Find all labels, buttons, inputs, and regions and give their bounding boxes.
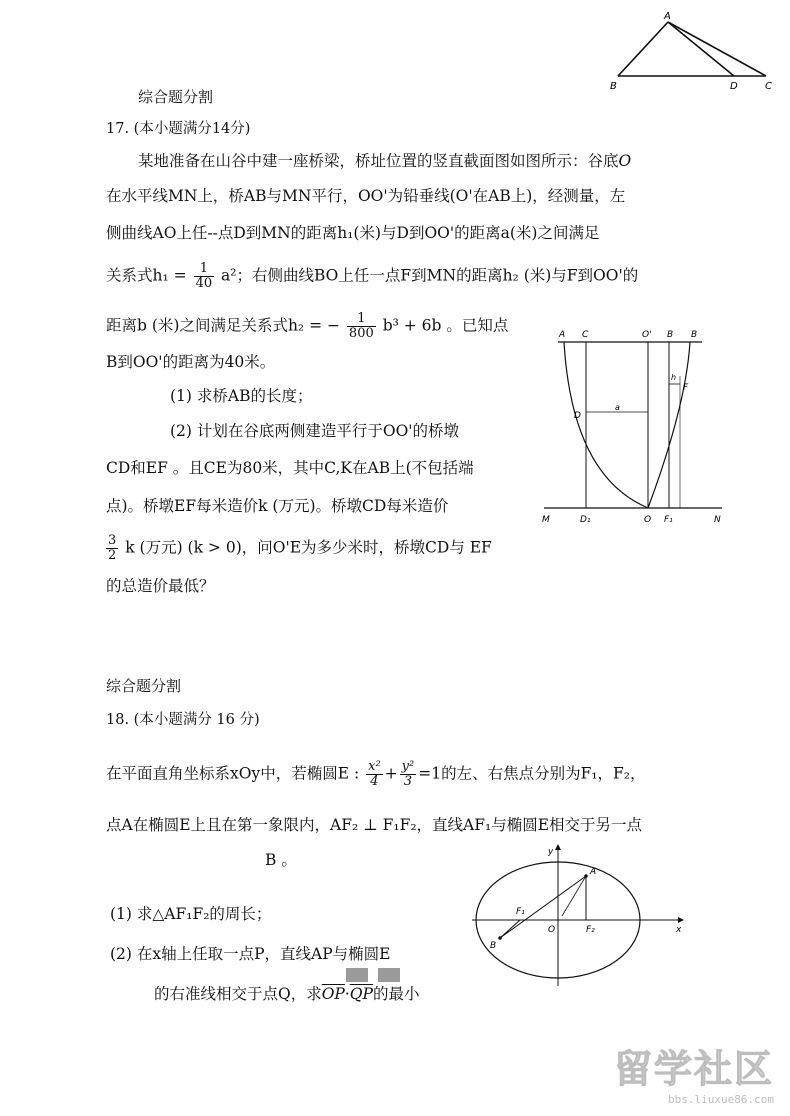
q17-line-12: 的总造价最低？	[106, 577, 215, 595]
q17-line-2: 在水平线MN上，桥AB与MN平行，OO'为铅垂线(O'在AB上)，经测量，左	[106, 187, 626, 205]
fraction	[194, 262, 215, 291]
numerator: 1	[347, 312, 376, 327]
label-f: F	[683, 383, 689, 393]
label-m: M	[542, 515, 550, 525]
q17-line-5	[106, 312, 508, 341]
q18-text: =1的左、右焦点分别为F₁，F₂，	[418, 764, 646, 783]
q18-line-2: 点A在椭圆E上且在第一象限内，AF₂ ⊥ F₁F₂，直线AF₁与椭圆E相交于另一点	[106, 816, 643, 834]
bridge-figure	[536, 326, 736, 532]
q18-text: 的最小	[372, 985, 420, 1003]
label-d: D	[730, 81, 738, 92]
label-n: N	[714, 515, 721, 525]
dot-operator: ·	[344, 985, 350, 1003]
label-c: C	[765, 81, 772, 92]
label-f1: F₁	[516, 907, 525, 917]
q18-line-1	[106, 760, 646, 789]
label-b-top: B	[667, 330, 674, 340]
watermark	[614, 1038, 774, 1106]
q18-header: 18. (本小题满分 16 分)	[106, 712, 260, 728]
q18-text: 在平面直角坐标系xOy中，若椭圆E :	[106, 764, 360, 783]
fraction	[366, 760, 383, 789]
ellipse-figure	[470, 842, 692, 988]
q17-line-3: 侧曲线AO上任--点D到MN的距离h₁(米)与D到OO'的距离a(米)之间满足	[106, 224, 600, 242]
q18-part-2: (2) 在x轴上任取一点P，直线AP与椭圆E	[110, 945, 391, 963]
label-a-top: A	[559, 330, 566, 340]
q17-text: 关系式h₁ =	[106, 266, 187, 285]
q17-line-6: B到OO'的距离为40米。	[106, 353, 276, 371]
label-x: x	[676, 925, 682, 935]
q17-line-10: 点)。桥墩EF每米造价k (万元)。桥墩CD每米造价	[106, 497, 449, 515]
numerator: y²	[401, 759, 415, 774]
redaction-mark	[378, 968, 400, 982]
section-divider-label: 综合题分割	[106, 677, 182, 695]
fraction	[400, 760, 417, 789]
denominator: 2	[108, 548, 117, 563]
label-h: h	[671, 373, 677, 382]
numerator: x²	[368, 759, 381, 774]
triangle-figure	[600, 10, 790, 100]
denominator: 3	[403, 774, 413, 789]
label-d1: D₁	[580, 515, 591, 525]
fraction	[106, 534, 118, 563]
label-d: D	[574, 411, 581, 421]
label-c-top: C	[582, 330, 589, 340]
label-o: O	[548, 925, 556, 935]
q18-line-3: B 。	[265, 851, 297, 869]
q18-part-1: (1) 求△AF₁F₂的周长；	[110, 905, 272, 923]
q17-text: b³ + 6b 。已知点	[382, 316, 509, 335]
watermark-logo-text: 留学社区	[613, 1047, 774, 1091]
q18-text: 的右准线相交于点Q，求	[154, 985, 322, 1003]
q17-line-4	[106, 262, 638, 291]
q17-text: 距离b (米)之间满足关系式h₂ = −	[106, 316, 340, 335]
label-f2: F₂	[586, 925, 595, 935]
label-b: B	[490, 941, 497, 951]
denominator: 4	[370, 774, 379, 789]
q17-text: a²；右侧曲线BO上任一点F到MN的距离h₂ (米)与F到OO'的	[221, 266, 639, 285]
label-y: y	[548, 847, 554, 857]
q17-part-1: (1) 求桥AB的长度；	[170, 387, 313, 405]
q17-var-o: O	[618, 152, 632, 170]
label-f1: F₁	[664, 515, 673, 525]
label-o-prime: O'	[642, 330, 652, 340]
redaction-mark	[346, 968, 368, 982]
watermark-url: bbs.liuxue86.com	[668, 1093, 774, 1106]
label-a-mid: a	[615, 403, 620, 412]
q17-line-9: CD和EF 。且CE为80米，其中C,K在AB上(不包括端	[106, 459, 474, 477]
vector-qp: $\overline{QP}$	[349, 985, 373, 1003]
numerator: 3	[108, 533, 117, 548]
q17-text: 某地准备在山谷中建一座桥梁，桥址位置的竖直截面图如图所示：谷底	[138, 152, 619, 170]
denominator: 40	[195, 276, 213, 291]
q17-header: 17. (本小题满分14分)	[106, 121, 251, 137]
label-o: O	[644, 515, 652, 525]
q17-part-2: (2) 计划在谷底两侧建造平行于OO'的桥墩	[170, 422, 460, 440]
denominator: 800	[348, 326, 374, 341]
label-a: A	[590, 867, 597, 877]
plus-sign: +	[384, 764, 398, 783]
q17-line-1	[138, 151, 631, 171]
label-a: A	[664, 11, 671, 22]
section-divider-label: 综合题分割	[138, 88, 214, 106]
label-b2-top: B	[691, 330, 698, 340]
vector-op: $\overline{OP}$	[321, 985, 345, 1003]
q17-line-11	[104, 534, 492, 563]
numerator: 1	[194, 262, 215, 277]
q17-text: k (万元) (k > 0)，问O'E为多少米时，桥墩CD与 EF	[125, 538, 492, 557]
fraction	[347, 312, 376, 341]
q18-line-5	[154, 984, 419, 1004]
label-b: B	[610, 81, 617, 92]
